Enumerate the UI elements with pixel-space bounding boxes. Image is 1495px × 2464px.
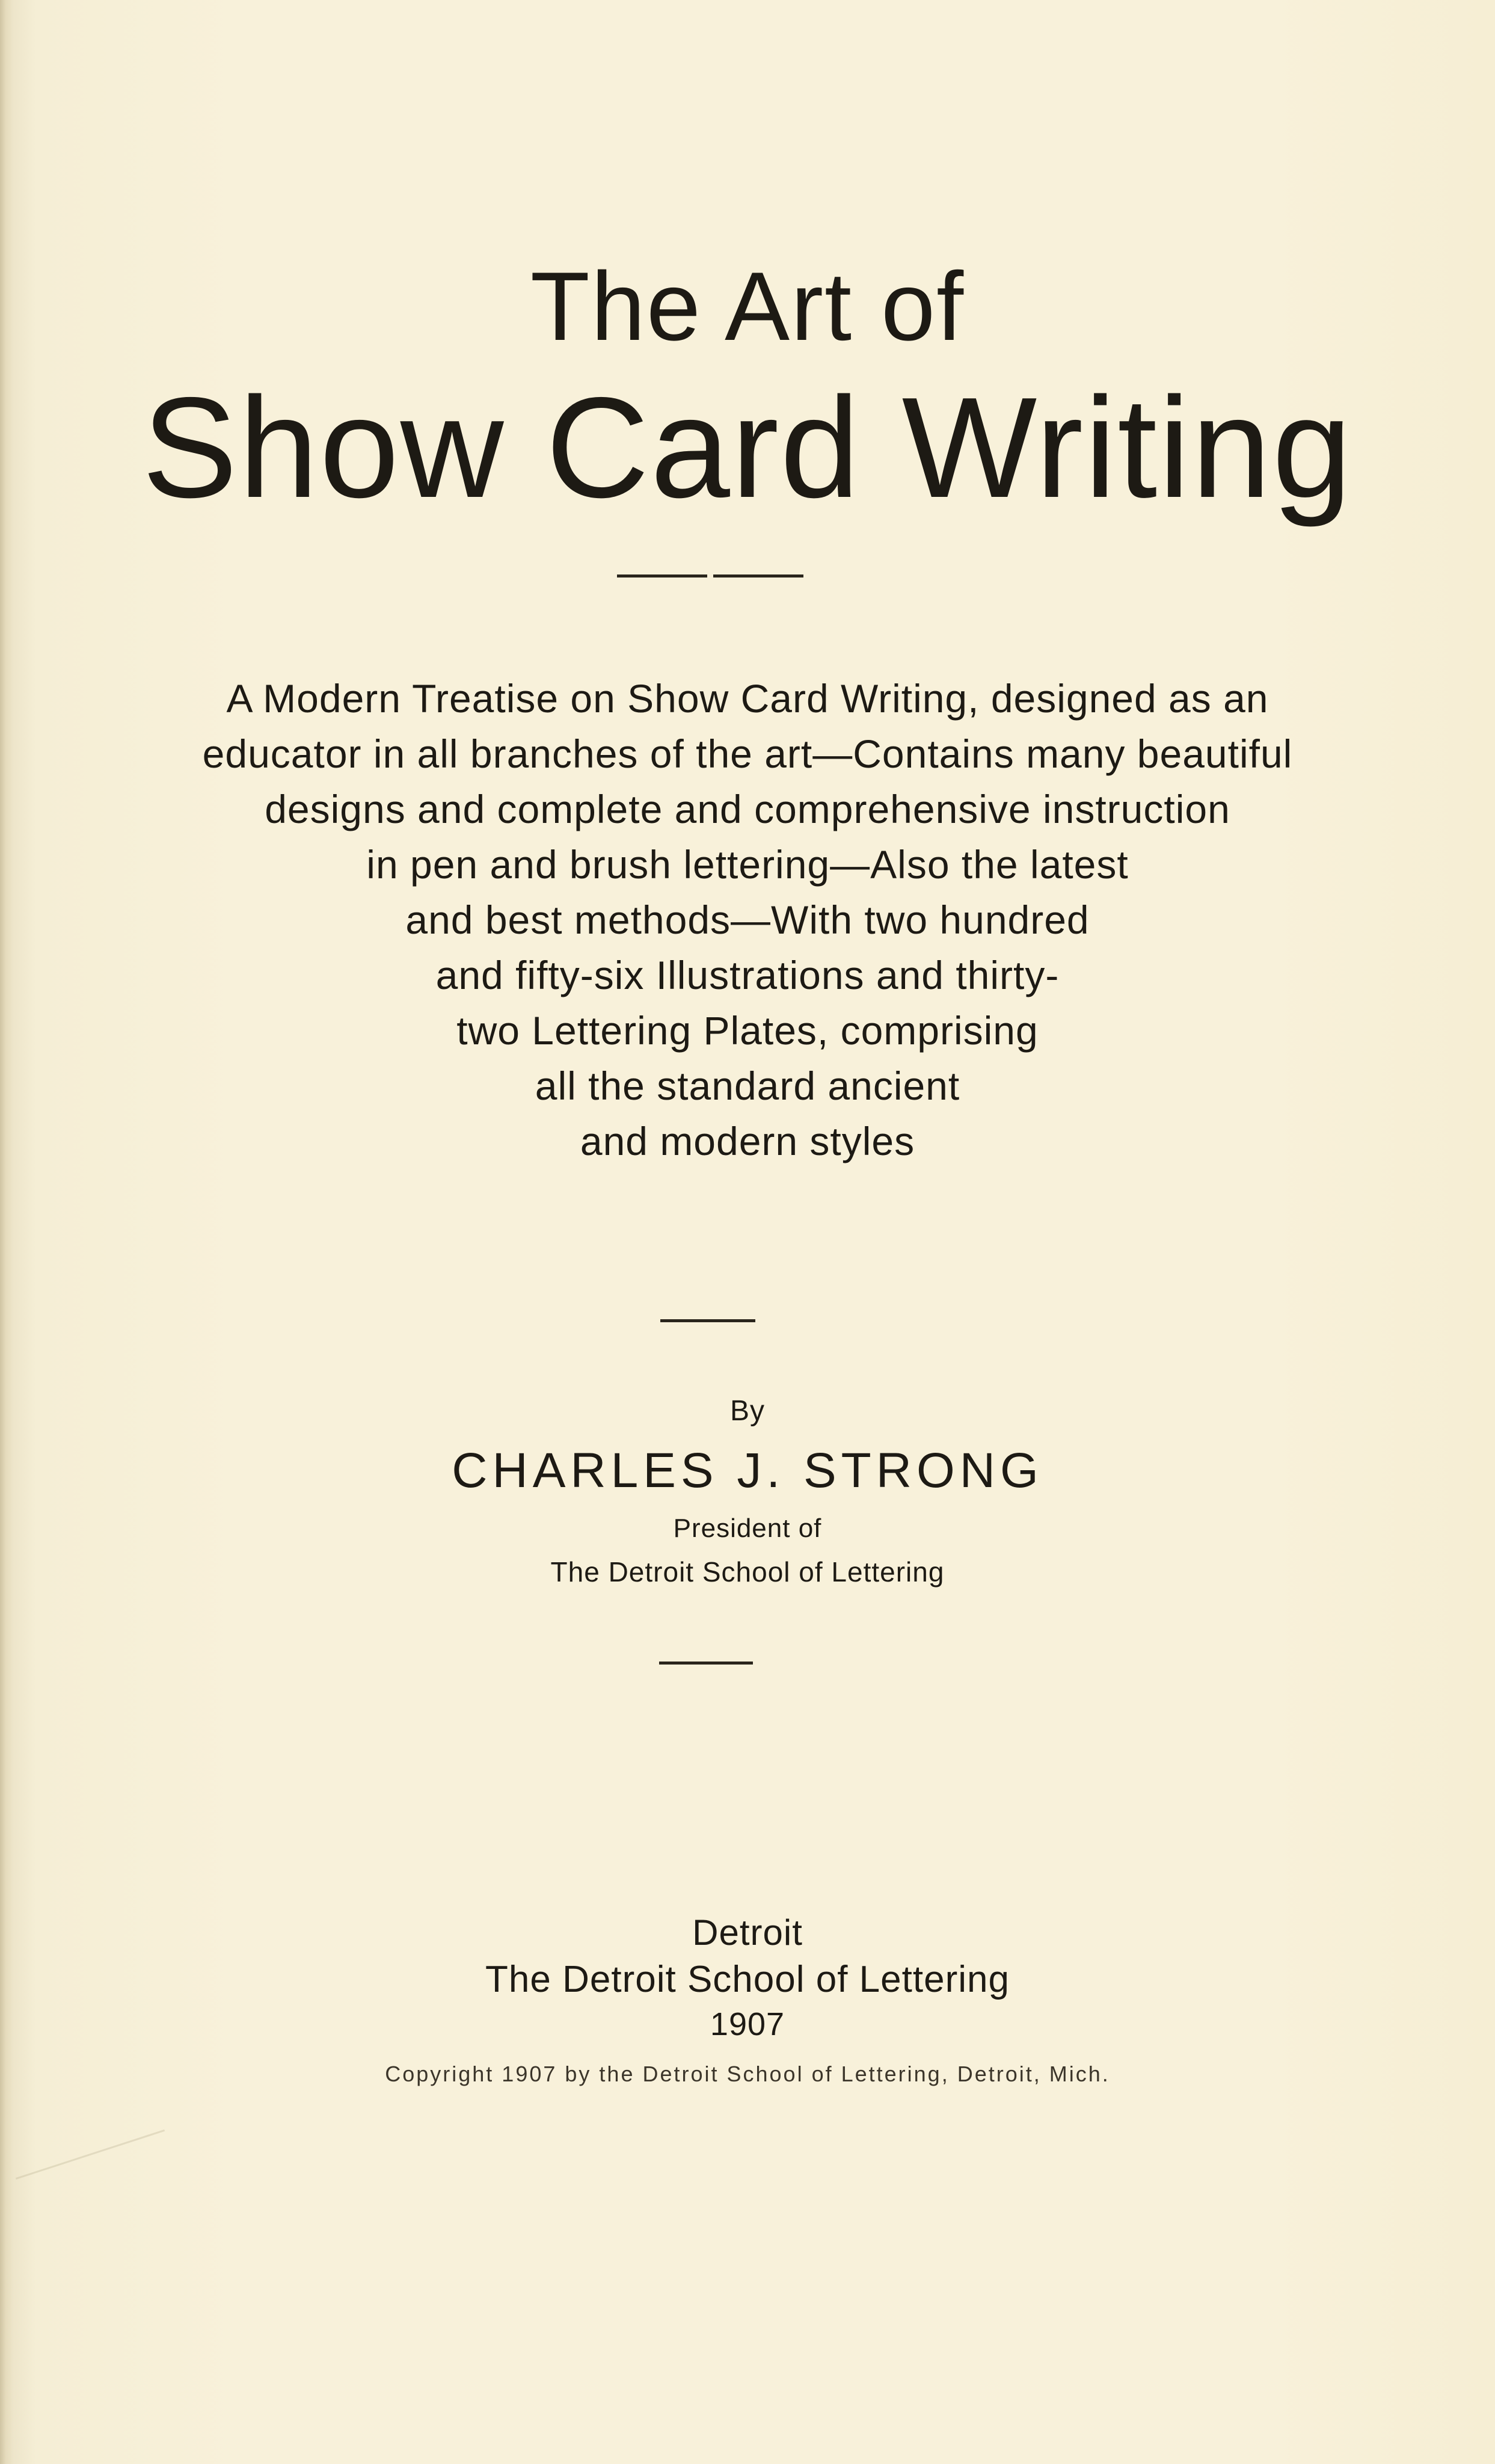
by-label: By [729, 1395, 765, 1427]
description-line: and fifty-six Illustrations and thirty- [435, 953, 1060, 997]
description-block [0, 671, 1495, 1169]
divider-rule-bottom [659, 1662, 753, 1665]
publisher-city: Detroit [692, 1912, 803, 1953]
description-line: A Modern Treatise on Show Card Writing, designed as an [226, 676, 1269, 721]
author-name: CHARLES J. STRONG [452, 1443, 1043, 1498]
publisher-name: The Detroit School of Lettering [485, 1959, 1010, 2000]
description-line: designs and complete and comprehensive instruction [265, 787, 1230, 831]
description-line: educator in all branches of the art—Contains many beautiful [202, 732, 1293, 776]
description-line: in pen and brush lettering—Also the latest [366, 842, 1129, 887]
description-line: and best methods—With two hundred [405, 898, 1090, 942]
author-role: President of [673, 1514, 822, 1543]
copyright-notice: Copyright 1907 by the Detroit School of Lettering, Detroit, Mich. [385, 2062, 1110, 2086]
paper-smudge [16, 2130, 165, 2179]
description-line: all the standard ancient [535, 1064, 960, 1108]
publication-year: 1907 [710, 2006, 785, 2042]
divider-rule-middle [660, 1319, 755, 1322]
divider-rule-top-left [617, 574, 707, 578]
description-line: two Lettering Plates, comprising [456, 1008, 1039, 1053]
author-organization: The Detroit School of Lettering [550, 1556, 945, 1588]
title-line-1: The Art of [530, 252, 965, 361]
divider-rule-top-right [713, 574, 803, 578]
description-line: and modern styles [580, 1119, 915, 1163]
title-line-2: Show Card Writing [142, 368, 1353, 528]
